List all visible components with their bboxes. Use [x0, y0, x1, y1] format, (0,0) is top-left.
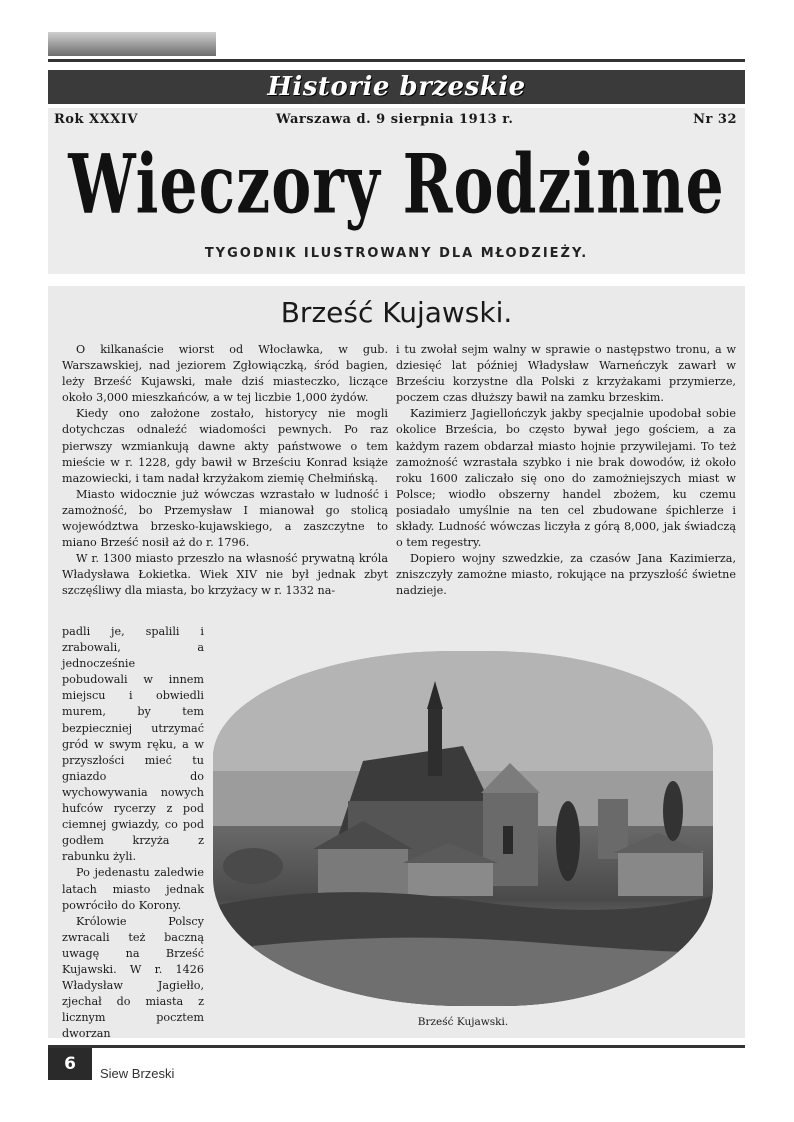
- section-banner: [48, 70, 745, 104]
- article-column-right: [396, 342, 736, 600]
- article-scan: [48, 286, 745, 1041]
- church-engraving: [213, 651, 713, 1006]
- article-title: Brześć Kujawski.: [280, 296, 513, 329]
- paragraph: Dopiero wojny szwedzkie, za czasów Jana Kazimierza, zniszczyły zamożne miasto, rokujące na przyszłość świetne nadzieje.: [396, 552, 736, 598]
- newspaper-masthead: [48, 108, 745, 274]
- paragraph: Po jedenastu zaledwie latach miasto jednak powróciło do Korony.: [62, 866, 204, 912]
- paragraph: Królowie Polscy zwracali też baczną uwagę na Brześć Kujawski. W r. 1426 Władysław Jagiełło, zjechał do miasta z licznym pocztem dworzan: [62, 914, 204, 1041]
- issue-number: Nr 32: [693, 112, 737, 127]
- paragraph: padli je, spalili i zrabowali, a jednocześnie pobudowali w innem miejscu i obwiedli murem, by tem bezpieczniej utrzymać gród w swym ręku, a w przyszłości mieć tu gniazdo do wychowywania nowych hufców rycerzy z pod ciemnej gwiazdy, co pod godłem krzyża z rabunku żyli.: [62, 625, 204, 864]
- paragraph: Kazimierz Jagiellończyk jakby specjalnie upodobał sobie okolice Brześcia, bo często bywał jego gościem, a za każdym razem obdarzał miasto hojnie przywilejami. To też zamożność wzrastała szybko i nie brak dowodów, iż około roku 1600 zaliczało się ono do zamożniejszych miast w Polsce; wiodło obszerny handel zbożem, ku czemu posiadało umyślnie na ten cel zbudowane śpichlerze i składy. Ludność wówczas liczyła z górą 8,000, jak świadczą o tem regestry.: [396, 407, 736, 550]
- header-thumbnail-photo: [48, 32, 216, 56]
- masthead-subtitle: TYGODNIK ILUSTROWANY DLA MŁODZIEŻY.: [204, 246, 589, 261]
- paragraph: Kiedy ono założone zostało, historycy nie mogli dotychczas odnaleźć wiadomości pewnych. Po raz pierwszy wzmiankują dawne akty państwowe o tem mieście w r. 1228, gdy bawił w Brześciu Konrad książe mazowiecki, i tam nadał krzyżakom ziemię Chełmińską.: [62, 407, 388, 485]
- bottom-divider: [48, 1045, 745, 1048]
- article-column-left: [62, 342, 388, 600]
- paragraph: i tu zwołał sejm walny w sprawie o następstwo tronu, a w dziesięć lat później Władysław Warneńczyk zawarł w Brześciu korzystne dla Polski z krzyżakami przymierze, poczem czas dłuższy bawił na zamku brzeskim.: [396, 343, 736, 405]
- paragraph: Miasto widocznie już wówczas wzrastało w ludność i zamożność, bo Przemysław I mianował go stolicą województwa brzesko-kujawskiego, a zaszczytne to miano Brześć nosił aż do r. 1796.: [62, 487, 388, 550]
- volume-label: Rok XXXIV: [54, 112, 138, 127]
- paragraph: W r. 1300 miasto przeszło na własność prywatną króla Władysława Łokietka. Wiek XIV nie był jednak zbyt szczęśliwy dla miasta, bo krzyżacy w r. 1332 na-: [62, 552, 388, 598]
- illustration-caption: Brześć Kujawski.: [417, 1016, 509, 1028]
- banner-title: Historie brzeskie: [267, 72, 526, 102]
- masthead-title: Wieczory Rodzinne: [68, 138, 725, 233]
- publication-name: Siew Brzeski: [100, 1066, 175, 1081]
- town-illustration: [213, 651, 713, 1006]
- page-number: 6: [48, 1048, 92, 1080]
- paragraph: O kilkanaście wiorst od Włocławka, w gub. Warszawskiej, nad jeziorem Zgłowiączką, śród bagien, leży Brześć Kujawski, małe dziś miasteczko, liczące około 3,000 mieszkańców, a w tej liczbie 1,000 żydów.: [62, 343, 388, 405]
- article-column-narrow: [62, 624, 204, 1042]
- dateline: Warszawa d. 9 sierpnia 1913 r.: [276, 112, 514, 127]
- top-divider: [48, 59, 745, 62]
